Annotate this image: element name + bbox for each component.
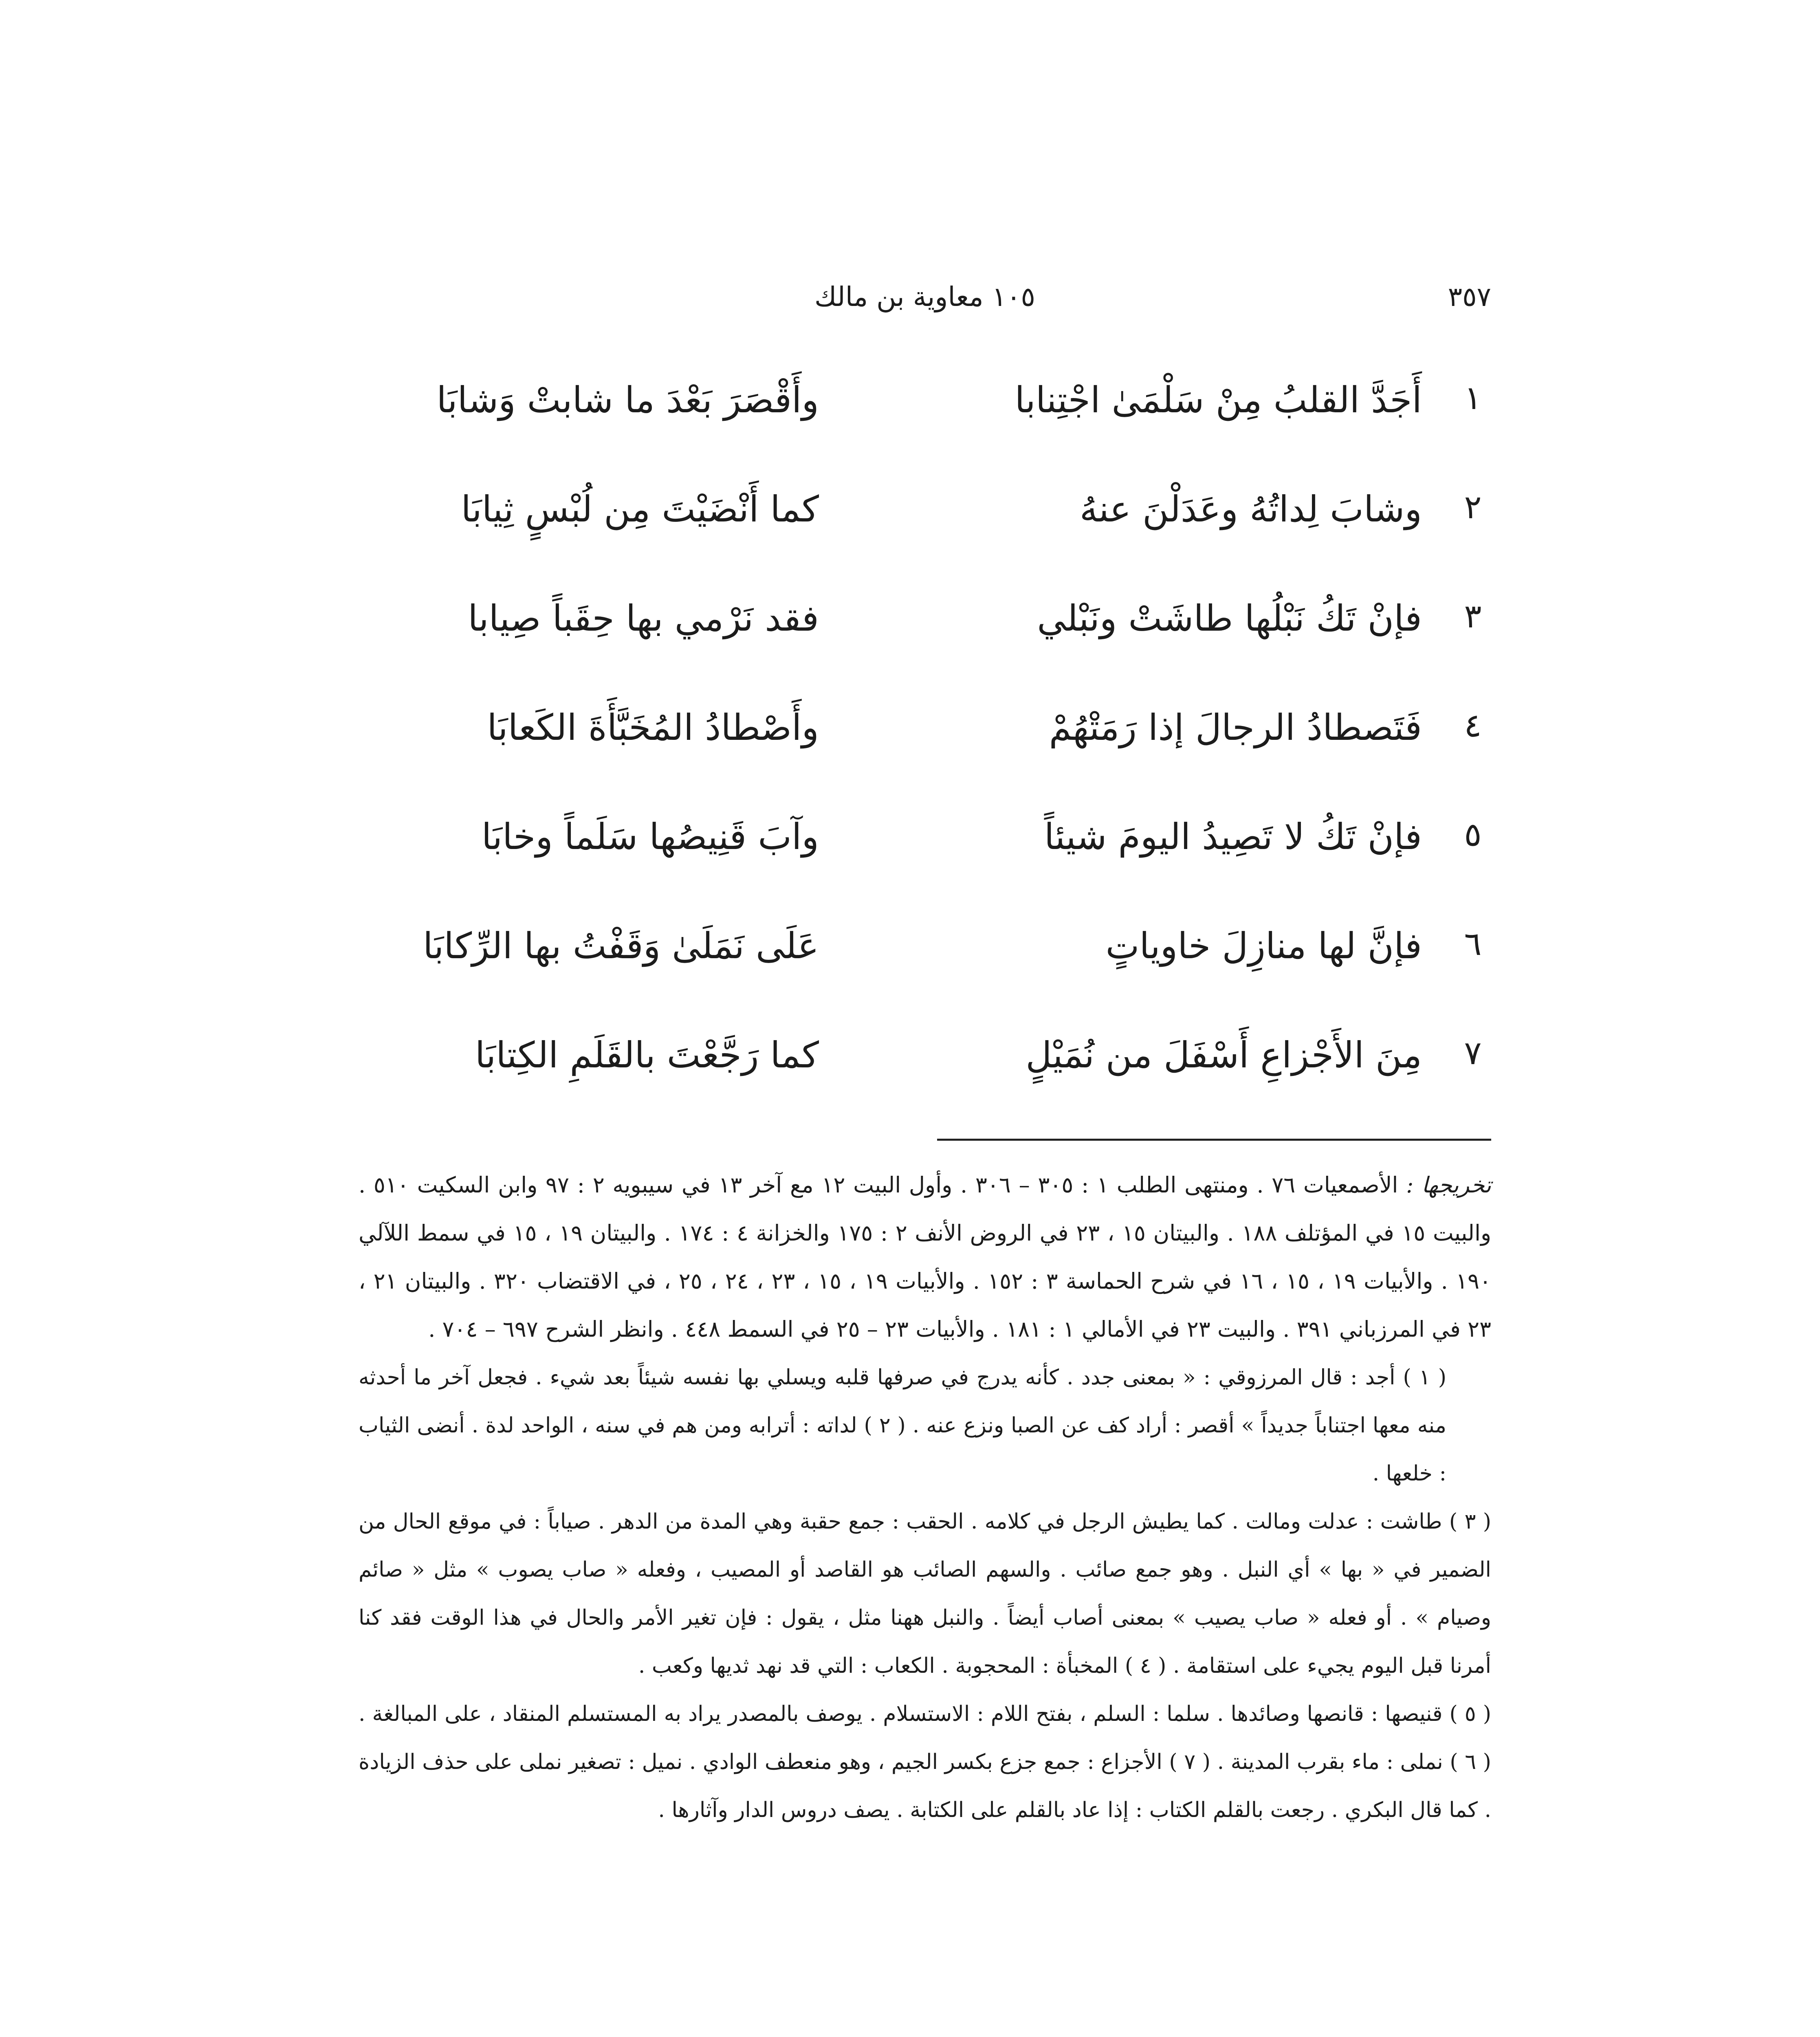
- verse: [359, 367, 1491, 476]
- note-paragraph: ( ١ ) أجد : قال المرزوقي : « بمعنى جدد . كأنه يدرج في صرفها قلبه ويسلي بها نفسه شيئاً بعد شيء . فجعل آخر ما أحدثه منه معها اجتناباً جديداً » أقصر : أراد كف عن الصبا ونزع عنه . ( ٢ ) لداته : أترابه ومن هم في سنه ، الواحد لدة . أنضى الثياب : خلعها .: [359, 1365, 1446, 1486]
- second-hemistich: كما أَنْضَيْتَ مِن لُبْسٍ ثِيابَا: [461, 488, 819, 530]
- second-hemistich: وأَصْطادُ المُخَبَّأَةَ الكَعابَا: [487, 706, 819, 748]
- poem: [359, 367, 1491, 1131]
- first-hemistich: فإنَّ لها منازِلَ خاوياتٍ: [1105, 925, 1422, 967]
- verse: [359, 913, 1491, 1022]
- first-hemistich: فإنْ تَكُ نَبْلُها طاشَتْ ونَبْلي: [1037, 597, 1422, 639]
- page-header: [359, 281, 1491, 326]
- verse: [359, 694, 1491, 803]
- verse-number: ٢: [1464, 488, 1482, 526]
- sources-paragraph: [359, 1161, 1491, 1353]
- second-hemistich: فقد نَرْمي بها حِقَباً صِيابا: [468, 597, 819, 639]
- second-hemistich: وأَقْصَرَ بَعْدَ ما شابتْ وَشابَا: [436, 379, 819, 421]
- second-hemistich: كما رَجَّعْتَ بالقَلَمِ الكِتابَا: [475, 1034, 819, 1076]
- sources-text: الأصمعيات ٧٦ . ومنتهى الطلب ١ : ٣٠٥ – ٣٠٦ . وأول البيت ١٢ مع آخر ١٣ في سيبويه ٢ : ٩٧ وابن السكيت ٥١٠ . والبيت ١٥ في المؤتلف ١٨٨ . والبيتان ١٥ ، ٢٣ في الروض الأنف ٢ : ١٧٥ والخزانة ٤ : ١٧٤ . والبيتان ١٩ ، ١٥ في سمط اللآلي ١٩٠ . والأبيات ١٩ ، ١٥ ، ١٦ في شرح الحماسة ٣ : ١٥٢ . والأبيات ١٩ ، ١٥ ، ٢٣ ، ٢٤ ، ٢٥ ، في الاقتضاب ٣٢٠ . والبيتان ٢١ ، ٢٣ في المرزباني ٣٩١ . والبيت ٢٣ في الأمالي ١ : ١٨١ . والأبيات ٢٣ – ٢٥ في السمط ٤٤٨ . وانظر الشرح ٦٩٧ – ٧٠٤ .: [359, 1172, 1492, 1342]
- verse: [359, 1022, 1491, 1131]
- verse-number: ٤: [1464, 706, 1482, 744]
- footnote-divider: [937, 1139, 1491, 1141]
- first-hemistich: أَجَدَّ القلبُ مِنْ سَلْمَىٰ اجْتِنابا: [1015, 379, 1422, 421]
- verse-number: ٧: [1464, 1034, 1482, 1072]
- footnotes: [359, 1161, 1491, 1834]
- sources-heading: تخريجها :: [1406, 1172, 1491, 1198]
- second-hemistich: وآبَ قَنِيصُها سَلَماً وخابَا: [481, 816, 819, 858]
- verse: [359, 476, 1491, 585]
- first-hemistich: فَتَصطادُ الرجالَ إذا رَمَتْهُمْ: [1049, 706, 1422, 748]
- first-hemistich: مِنَ الأَجْزاعِ أَسْفَلَ من نُمَيْلٍ: [1026, 1034, 1422, 1076]
- verse-number: ١: [1464, 379, 1482, 417]
- verse-number: ٣: [1464, 597, 1482, 635]
- second-hemistich: عَلَى نَمَلَىٰ وَقَفْتُ بها الرِّكابَا: [423, 925, 819, 967]
- verse: [359, 803, 1491, 913]
- note-paragraph: ( ٥ ) قنيصها : قانصها وصائدها . سلما : السلم ، بفتح اللام : الاستسلام . يوصف بالمصدر يراد به المستسلم المنقاد ، على المبالغة . ( ٦ ) نملى : ماء بقرب المدينة . ( ٧ ) الأجزاع : جمع جزع بكسر الجيم ، وهو منعطف الوادي . نميل : تصغير نملى على حذف الزيادة . كما قال البكري . رجعت بالقلم الكتاب : إذا عاد بالقلم على الكتابة . يصف دروس الدار وآثارها .: [359, 1702, 1491, 1822]
- first-hemistich: وشابَ لِداتُهُ وعَدَلْنَ عنهُ: [1079, 488, 1422, 530]
- first-hemistich: فإنْ تَكُ لا تَصِيدُ اليومَ شيئاً: [1044, 816, 1422, 858]
- verse: [359, 585, 1491, 694]
- verse-number: ٦: [1464, 925, 1482, 963]
- note-paragraph: ( ٣ ) طاشت : عدلت ومالت . كما يطيش الرجل في كلامه . الحقب : جمع حقبة وهي المدة من الدهر . صياباً : في موقع الحال من الضمير في « بها » أي النبل . وهو جمع صائب . والسهم الصائب هو القاصد أو المصيب ، وفعله « صاب يصوب » مثل « صائم وصيام » . أو فعله « صاب يصيب » بمعنى أصاب أيضاً . والنبل ههنا مثل ، يقول : فإن تغير الأمر والحال في هذا الوقت فقد كنا أمرنا قبل اليوم يجيء على استقامة . ( ٤ ) المخبأة : المحجوبة . الكعاب : التي قد نهد ثديها وكعب .: [359, 1509, 1491, 1678]
- page-number: ٣٥٧: [1448, 281, 1491, 312]
- running-title: ١٠٥ معاوية بن مالك: [814, 281, 1036, 312]
- verse-number: ٥: [1464, 816, 1482, 854]
